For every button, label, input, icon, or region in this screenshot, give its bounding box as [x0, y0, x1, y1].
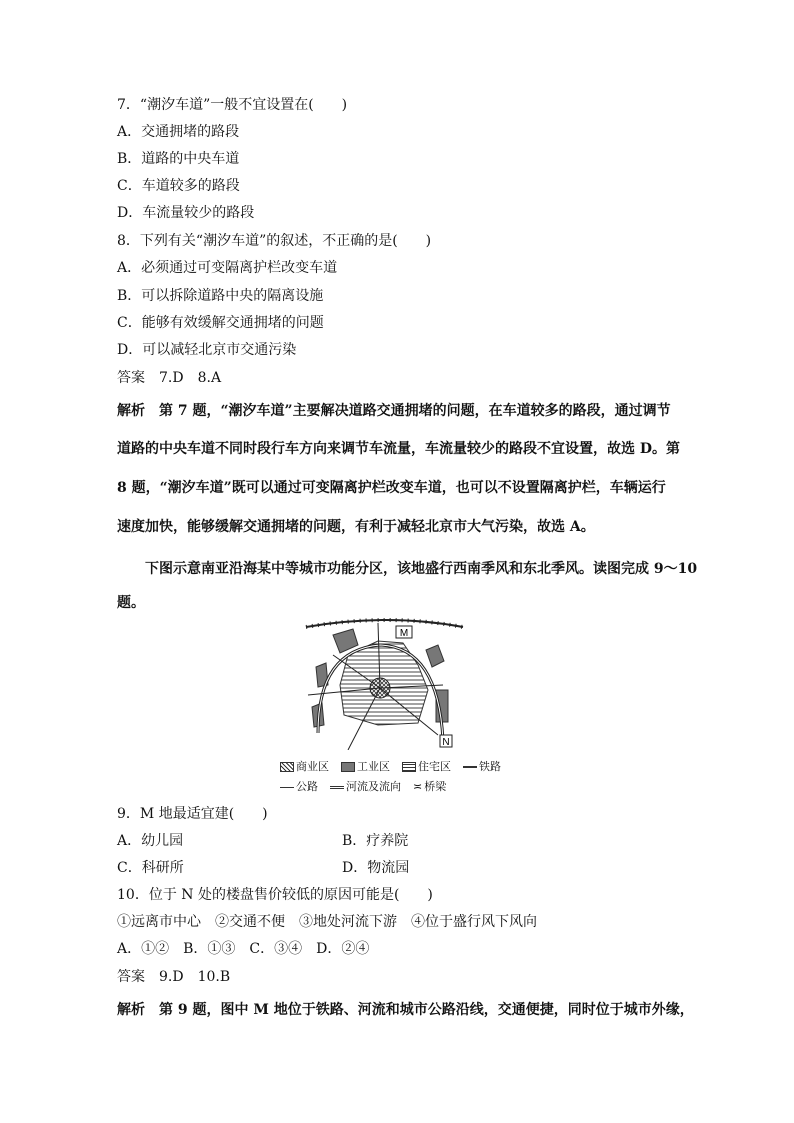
legend-road: 公路	[280, 780, 318, 794]
map-legend-row2	[280, 780, 446, 794]
map-legend-row1	[280, 760, 501, 774]
q9-option-d: D．物流园	[342, 860, 410, 876]
answer-9-10: 答案 9.D 10.B	[117, 969, 231, 985]
analysis-line: 8 题，“潮汐车道”既可以通过可变隔离护栏改变车道，也可以不设置隔离护栏，车辆运行	[117, 480, 666, 496]
q8-option-b: B．可以拆除道路中央的隔离设施	[117, 288, 324, 304]
answer-7-8: 答案 7.D 8.A	[117, 370, 222, 386]
m-label: M	[399, 628, 409, 639]
intro-line: 题。	[117, 595, 145, 611]
analysis-line: 道路的中央车道不同时段行车方向来调节车流量，车流量较少的路段不宜设置，故选 D。第	[117, 441, 681, 457]
legend-railway: 铁路	[463, 760, 501, 774]
legend-river: 河流及流向	[330, 780, 401, 794]
q8-option-a: A．必须通过可变隔离护栏改变车道	[117, 260, 338, 276]
q7-option-c: C．车道较多的路段	[117, 178, 240, 194]
q7-option-d: D．车流量较少的路段	[117, 205, 255, 221]
n-label: N	[442, 737, 450, 748]
legend-industrial: 工业区	[341, 760, 390, 774]
legend-commercial: 商业区	[280, 760, 329, 774]
q9-option-a: A．幼儿园	[117, 833, 184, 849]
q8-option-c: C．能够有效缓解交通拥堵的问题	[117, 315, 324, 331]
q8-stem: 8．下列有关“潮汐车道”的叙述，不正确的是( )	[117, 233, 432, 249]
industrial-zone	[426, 645, 444, 667]
analysis-line: 解析 第 9 题，图中 M 地位于铁路、河流和城市公路沿线，交通便捷，同时位于城市外缘，	[117, 1002, 694, 1018]
analysis-line: 解析 第 7 题，“潮汐车道”主要解决道路交通拥堵的问题，在车道较多的路段，通过调节	[117, 403, 671, 419]
q7-option-b: B．道路的中央车道	[117, 151, 240, 167]
intro-line: 下图示意南亚沿海某中等城市功能分区，该地盛行西南季风和东北季风。读图完成 9～10	[145, 561, 698, 577]
q9-option-c: C．科研所	[117, 860, 184, 876]
q7-option-a: A．交通拥堵的路段	[117, 124, 240, 140]
q7-stem: 7．“潮汐车道”一般不宜设置在( )	[117, 97, 348, 113]
legend-bridge: ≍ 桥梁	[413, 780, 447, 793]
industrial-zone	[333, 629, 358, 653]
q9-option-b: B．疗养院	[342, 833, 409, 849]
city-zoning-map	[278, 615, 508, 750]
legend-residential: 住宅区	[402, 760, 451, 774]
q10-options: A．①② B．①③ C．③④ D．②④	[117, 941, 370, 957]
q9-stem: 9．M 地最适宜建( )	[117, 806, 268, 822]
q10-choices: ①远离市中心 ②交通不便 ③地处河流下游 ④位于盛行风下风向	[117, 914, 537, 930]
q8-option-d: D．可以减轻北京市交通污染	[117, 342, 297, 358]
analysis-line: 速度加快，能够缓解交通拥堵的问题，有利于减轻北京市大气污染，故选 A。	[117, 519, 595, 535]
q10-stem: 10．位于 N 处的楼盘售价较低的原因可能是( )	[117, 887, 433, 903]
